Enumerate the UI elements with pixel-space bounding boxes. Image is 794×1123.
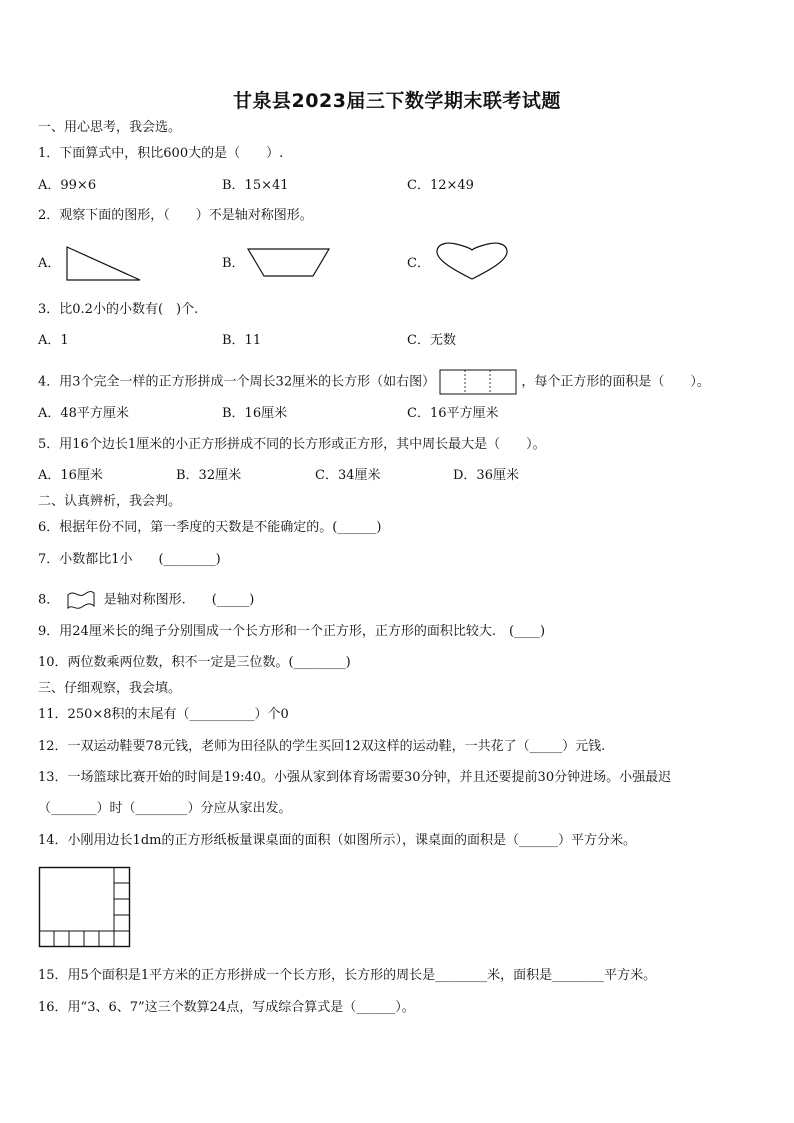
question-6: 6．根据年份不同，第一季度的天数是不能确定的。(______) bbox=[38, 520, 382, 535]
question-10: 10．两位数乘两位数，积不一定是三位数。(________) bbox=[38, 655, 351, 670]
page-title: 甘泉县2023届三下数学期末联考试题 bbox=[233, 90, 561, 112]
question-1-option-b: B．15×41 bbox=[222, 178, 289, 193]
section-1-heading: 一、用心思考，我会选。 bbox=[38, 120, 182, 135]
desk-grid-figure bbox=[38, 866, 132, 950]
question-7: 7．小数都比1小 (________) bbox=[38, 552, 221, 567]
question-9: 9．用24厘米长的绳子分别围成一个长方形和一个正方形，正方形的面积比较大. (____) bbox=[38, 624, 546, 639]
question-12: 12．一双运动鞋要78元钱，老师为田径队的学生买回12双这样的运动鞋，一共花了（_____）元钱. bbox=[38, 739, 606, 754]
heart-figure bbox=[434, 240, 510, 282]
question-3-option-a: A．1 bbox=[38, 333, 69, 348]
question-1-option-c: C．12×49 bbox=[407, 178, 474, 193]
question-4-option-c: C．16平方厘米 bbox=[407, 406, 499, 421]
question-16: 16．用“3、6、7”这三个数算24点，写成综合算式是（______）。 bbox=[38, 1000, 415, 1015]
question-8 bbox=[38, 589, 254, 611]
question-15: 15．用5个面积是1平方米的正方形拼成一个长方形，长方形的周长是________米，面积是________平方米。 bbox=[38, 968, 657, 983]
question-4-option-a: A．48平方厘米 bbox=[38, 406, 129, 421]
section-3-heading: 三、仔细观察，我会填。 bbox=[38, 681, 182, 696]
question-8-text: 是轴对称图形. (_____) bbox=[103, 592, 255, 608]
question-2-option-b: B． bbox=[222, 256, 245, 271]
three-squares-rectangle-figure bbox=[439, 369, 517, 395]
question-2-stem: 2．观察下面的图形，（ ）不是轴对称图形。 bbox=[38, 208, 313, 223]
question-2-option-a: A． bbox=[38, 256, 61, 271]
question-8-number: 8． bbox=[38, 592, 60, 608]
question-4-option-b: B．16厘米 bbox=[222, 406, 288, 421]
question-13-line-1: 13．一场篮球比赛开始的时间是19:40。小强从家到体育场需要30分钟，并且还要提前30分钟进场。小强最迟 bbox=[38, 770, 672, 785]
trapezoid-figure bbox=[246, 246, 332, 280]
question-14: 14．小刚用边长1dm的正方形纸板量课桌面的面积（如图所示），课桌面的面积是（______）平方分米。 bbox=[38, 833, 636, 848]
question-5-option-a: A．16厘米 bbox=[38, 468, 103, 483]
question-1-option-a: A．99×6 bbox=[38, 178, 97, 193]
question-11: 11．250×8积的末尾有（__________）个0 bbox=[38, 707, 289, 722]
question-4-stem-after: ，每个正方形的面积是（ ）。 bbox=[521, 374, 710, 390]
right-triangle-figure bbox=[64, 244, 144, 284]
question-3-option-b: B．11 bbox=[222, 333, 262, 348]
question-5-option-b: B．32厘米 bbox=[176, 468, 242, 483]
question-4-stem bbox=[38, 369, 710, 395]
question-5-stem: 5．用16个边长1厘米的小正方形拼成不同的长方形或正方形，其中周长最大是（ ）。 bbox=[38, 437, 546, 452]
question-13-line-2: （_______）时（________）分应从家出发。 bbox=[38, 801, 292, 816]
question-3-stem: 3．比0.2小的小数有( )个. bbox=[38, 302, 199, 317]
question-4-stem-before: 4．用3个完全一样的正方形拼成一个周长32厘米的长方形（如右图） bbox=[38, 374, 436, 390]
wavy-flag-figure bbox=[65, 589, 97, 611]
section-2-heading: 二、认真辨析，我会判。 bbox=[38, 494, 182, 509]
question-5-option-d: D．36厘米 bbox=[453, 468, 519, 483]
question-2-option-c: C． bbox=[407, 256, 430, 271]
question-3-option-c: C．无数 bbox=[407, 333, 456, 348]
question-5-option-c: C．34厘米 bbox=[315, 468, 381, 483]
question-1-stem: 1．下面算式中，积比600大的是（ ）. bbox=[38, 146, 284, 161]
